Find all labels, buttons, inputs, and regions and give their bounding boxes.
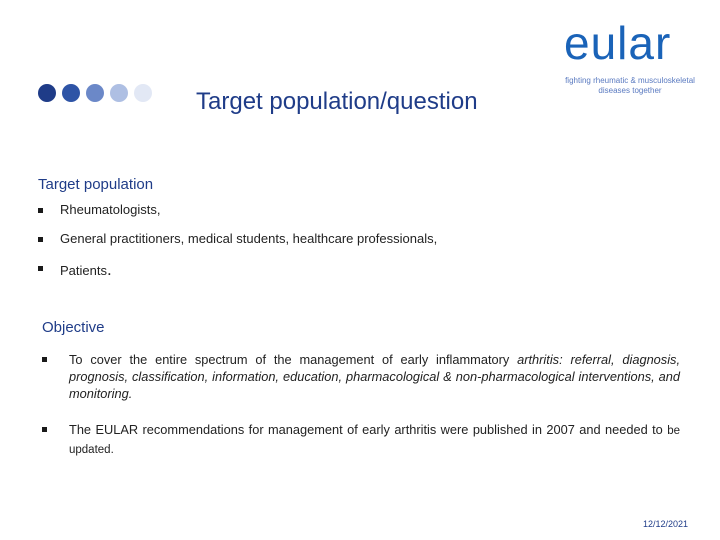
logo-tagline-line1: fighting rheumatic & musculoskeletal (565, 76, 695, 85)
slide-title: Target population/question (196, 88, 478, 115)
list-item-text: Rheumatologists, (60, 202, 161, 217)
target-population-list (38, 202, 678, 289)
objective-heading: Objective (42, 319, 105, 336)
target-population-heading: Target population (38, 176, 154, 193)
list-item-text: Patients (60, 263, 107, 278)
logo-tagline-line2: diseases together (598, 86, 662, 95)
dot-5 (134, 84, 152, 102)
eular-logo (562, 17, 698, 100)
list-item (38, 260, 678, 289)
logo-tagline (562, 76, 698, 96)
bullet-icon (38, 237, 43, 242)
list-item-period: . (106, 260, 112, 279)
bullet-icon (38, 266, 43, 271)
dot-4 (110, 84, 128, 102)
objective-item1-plain: To cover the entire spectrum of the management of early inflammatory (69, 352, 518, 367)
bullet-icon (38, 208, 43, 213)
objective-item2-small: be updated. (69, 425, 680, 456)
objective-item1-italic: arthritis: referral, diagnosis, prognosis, classification, information, education, pharmacological & non-pharmacological interventions, and monitoring. (69, 352, 680, 401)
objective-item2-main: The EULAR recommendations for management of early arthritis were published in 2007 and needed to (69, 422, 668, 437)
logo-wordmark: eular (564, 17, 672, 69)
list-item-text: General practitioners, medical students, healthcare professionals, (60, 231, 438, 246)
list-item (38, 231, 678, 260)
objective-list (42, 351, 680, 478)
dot-2 (62, 84, 80, 102)
decorative-dots (38, 84, 154, 104)
list-item (42, 421, 680, 459)
list-item (38, 202, 678, 231)
bullet-icon (42, 427, 47, 432)
dot-1 (38, 84, 56, 102)
dot-3 (86, 84, 104, 102)
footer-date: 12/12/2021 (642, 519, 688, 529)
list-item (42, 351, 680, 402)
bullet-icon (42, 357, 47, 362)
